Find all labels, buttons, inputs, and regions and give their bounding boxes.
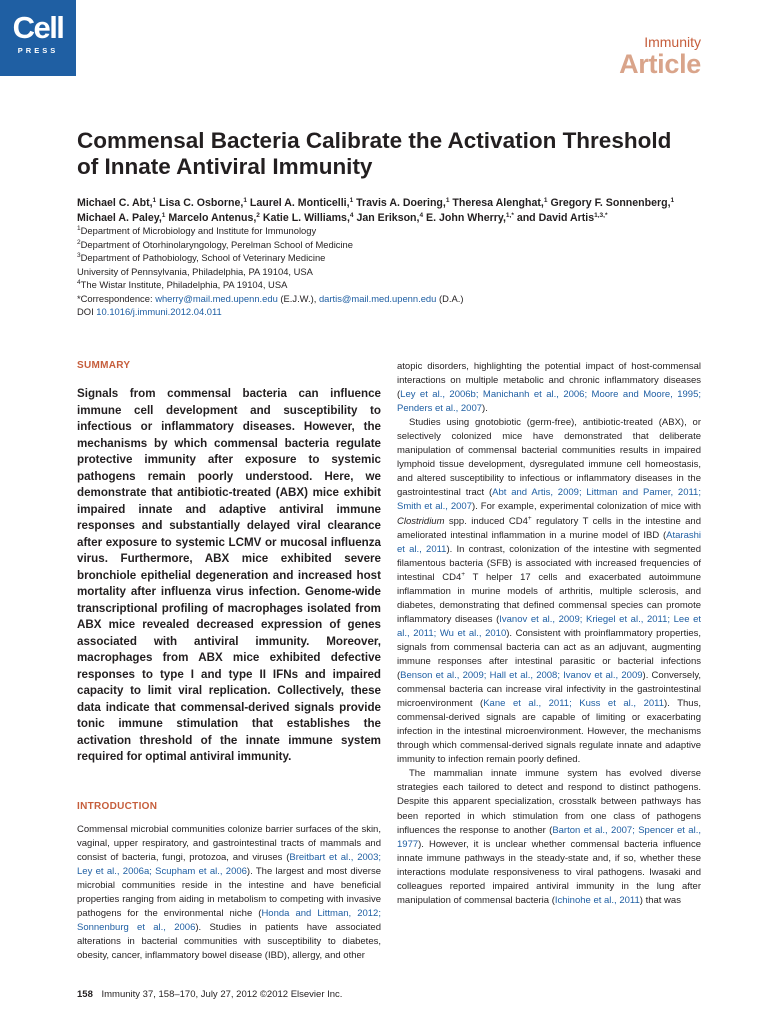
logo-sub: PRESS [17,46,59,55]
journal-citation: Immunity 37, 158–170, July 27, 2012 ©2012 Elsevier Inc. [101,989,343,1000]
citation-link[interactable]: Barton et al., 2007; Spencer et al., 1977 [397,824,701,850]
italic-term: Clostridium [397,515,445,527]
author-affiliation-marker: 1 [152,197,157,204]
text-run: ) that was [639,894,681,906]
affiliation-line: $^3$Department of Pathobiology, School of Veterinary Medicine [77,252,326,263]
cell-press-logo [0,0,76,76]
citation-link[interactable]: Honda and Littman, 2012; Sonnenburg et al., 2006 [77,907,381,933]
text-run: ). [482,403,488,415]
author-name: Michael A. Paley, [77,212,162,224]
text-run: ). Conversely, commensal bacteria can increase viral infectivity in the gastrointestinal microenvironment ( [397,670,701,710]
text-run: T helper 17 cells and exacerbated autoimmune inflammation in murine models of arthritis, multiple sclerosis, and diabetes, demonstrating that defined commensal species can promote inflammatory diseases ( [397,571,701,625]
affiliations [77,224,707,319]
body-paragraph-3 [397,767,701,907]
text-run: ). The largest and most diverse microbial communities reside in the intestine and have beneficial properties ranging from aiding in metabolism to competing with invasive pathogens for the environmental niche ( [77,865,381,919]
email-wherry[interactable]: wherry@mail.med.upenn.edu [155,292,278,304]
author-affiliation-marker: 2 [256,212,260,219]
text-run: ). For example, experimental colonization of mice with [472,501,701,513]
affiliation-line: $^4$The Wistar Institute, Philadelphia, PA 19104, USA [77,279,288,290]
summary-text: Signals from commensal bacteria can influence immune cell development and susceptibility to infectious or inflammatory diseases. However, the mechanisms by which commensal bacteria regulate protective immunity after exposure to systemic pathogens remain poorly understood. Here, we demonstrate that antibiotic-treated (ABX) mice exhibit impaired innate and adaptive antiviral immune responses and substantially delayed viral clearance after exposure to systemic LCMV or mucosal influenza virus. Furthermore, ABX mice exhibited severe bronchiole epithelial degeneration and increased host mortality after influenza virus infection. Genome-wide transcriptional profiling of macrophages isolated from ABX mice revealed decreased expression of genes associated with antiviral immunity. Moreover, macrophages from ABX mice exhibited defective responses to type I and type II IFNs and impaired capacity to limit viral replication. Collectively, these data indicate that commensal-derived signals provide tonic immune stimulation that establishes the activation threshold of the innate immune system required for optimal antiviral immunity. [77,387,381,763]
superscript: + [527,514,532,522]
affiliation-list [77,224,707,292]
citation-link[interactable]: Abt and Artis, 2009; Littman and Pamer, 2011; Smith et al., 2007 [397,487,701,513]
author-name: E. John Wherry, [426,212,506,224]
email-artis[interactable]: dartis@mail.med.upenn.edu [318,292,437,304]
intro-paragraph-1 [77,823,381,963]
author-affiliation-marker: 1 [543,197,548,204]
citation-link[interactable]: Ichinohe et al., 2011 [554,894,640,906]
citation-link[interactable]: Ley et al., 2006b; Manichanh et al., 2006; Moore and Moore, 1995; Penders et al., 2007 [397,389,701,415]
citation-link[interactable]: Breitbart et al., 2003; Ley et al., 2006a; Scupham et al., 2006 [77,851,381,877]
author-name: Theresa Alenghat, [452,197,544,209]
author-name: Lisa C. Osborne, [159,197,244,209]
citation-link[interactable]: Ivanov et al., 2009; Kriegel et al., 2011; Lee et al., 2011; Wu et al., 2010 [397,613,701,639]
author-affiliation-marker: 1 [445,197,450,204]
page-number: 158 [77,989,93,1000]
left-column [77,360,381,963]
right-column [397,360,701,908]
author-affiliation-marker: 1,3,* [594,212,608,219]
superscript: + [461,570,466,578]
text-run: spp. induced CD4 [444,515,528,527]
citation-link[interactable]: Atarashi et al., 2011 [397,529,701,555]
correspondence-line: *Correspondence: wherry@mail.med.upenn.edu (E.J.W.), dartis@mail.med.upenn.edu (D.A.) [77,292,464,304]
author-list [77,196,707,226]
text-run: The mammalian innate immune system has evolved diverse strategies each tailored to detect and respond to distinct pathogens. Despite this apparent specialization, crosstalk between pathways has been reported in which stimulation from one class of pathogens influences the response to another ( [397,768,701,836]
author-name: Travis A. Doering, [356,197,446,209]
text-run: ). However, it is unclear whether commensal bacteria influence innate immune pathways in the steady-state and, if so, whether these interactions modulate responsiveness to viral pathogens. Iwasaki and colleagues reported impaired antiviral immunity in the lung after manipulation of commensal bacteria ( [397,838,701,906]
author-affiliation-marker: 1,* [505,212,514,219]
body-paragraph-2 [397,416,701,767]
text-run: atopic disorders, highlighting the potential impact of host-commensal interactions on multiple metabolic and chronic inflammatory diseases ( [397,361,701,401]
author-name: Katie L. Williams, [262,212,350,224]
article-type: Article [619,49,701,79]
text-run: ). In contrast, colonization of the intestine with segmented filamentous bacteria (SFB) is associated with increased frequencies of intestinal CD4 [397,543,702,583]
author-name: Gregory F. Sonnenberg, [550,197,671,209]
article-title: Commensal Bacteria Calibrate the Activation Threshold of Innate Antiviral Immunity [77,128,672,179]
citation-link[interactable]: Benson et al., 2009; Hall et al., 2008; Ivanov et al., 2009 [400,670,643,682]
doi-link[interactable]: 10.1016/j.immuni.2012.04.011 [96,306,222,317]
journal-name: Immunity [644,34,701,50]
text-run: ). Studies in patients have associated alterations in bacterial communities with susceptibility to diabetes, obesity, cancer, inflammatory bowel disease (IBD), allergy, and other [77,921,381,961]
summary-heading: SUMMARY [77,360,131,371]
introduction-heading: INTRODUCTION [77,800,158,812]
text-run: ). Consistent with proinflammatory properties, signals from commensal bacteria can act as an adjuvant, augmenting immune responses after intestinal parasitic or bacterial infections ( [397,627,701,682]
author-affiliation-marker: 4 [349,212,354,219]
doi-line: DOI 10.1016/j.immuni.2012.04.011 [77,306,222,317]
affiliation-line: University of Pennsylvania, Philadelphia, PA 19104, USA [77,265,313,277]
author-affiliation-marker: 1 [670,197,675,204]
affiliation-line: $^1$Department of Microbiology and Institute for Immunology [77,225,317,236]
affiliation-line: $^2$Department of Otorhinolaryngology, Perelman School of Medicine [77,238,353,250]
author-name: and David Artis [516,212,595,224]
logo-word: Cell [12,10,64,45]
page-footer [77,989,342,1000]
body-paragraph-1 [397,360,701,416]
author-affiliation-marker: 1 [161,212,166,219]
text-run: ). Thus, commensal-derived signals are capable of limiting or exacerbating infection in the intestinal microenvironment. However, the mechanisms through which commensal-derived signals regulate innate and adaptive immunity to infection remain poorly defined. [397,698,701,766]
text-run: Commensal microbial communities colonize barrier surfaces of the skin, vaginal, upper respiratory, and gastrointestinal tracts of mammals and consist of bacteria, fungi, protozoa, and viruses ( [77,823,381,863]
author-name: Laurel A. Monticelli, [249,197,350,209]
author-affiliation-marker: 4 [419,212,424,219]
text-run: Studies using gnotobiotic (germ-free), antibiotic-treated (ABX), or selectively colonized mice have demonstrated that deliberate manipulation of commensal bacterial communities results in impaired lymphoid tissue development, dysregulated immune cell homeostasis, and altered susceptibility to infectious or inflammatory diseases in the gastrointestinal tract ( [397,417,701,499]
author-name: Michael C. Abt, [77,197,153,209]
author-affiliation-marker: 1 [243,197,247,204]
author-affiliation-marker: 1 [349,197,354,204]
author-name: Jan Erikson, [356,212,420,224]
citation-link[interactable]: Kane et al., 2011; Kuss et al., 2011 [483,698,665,710]
author-name: Marcelo Antenus, [168,212,257,224]
text-run: regulatory T cells in the intestine and ameliorated intestinal inflammation in a murine model of IBD ( [397,515,701,541]
